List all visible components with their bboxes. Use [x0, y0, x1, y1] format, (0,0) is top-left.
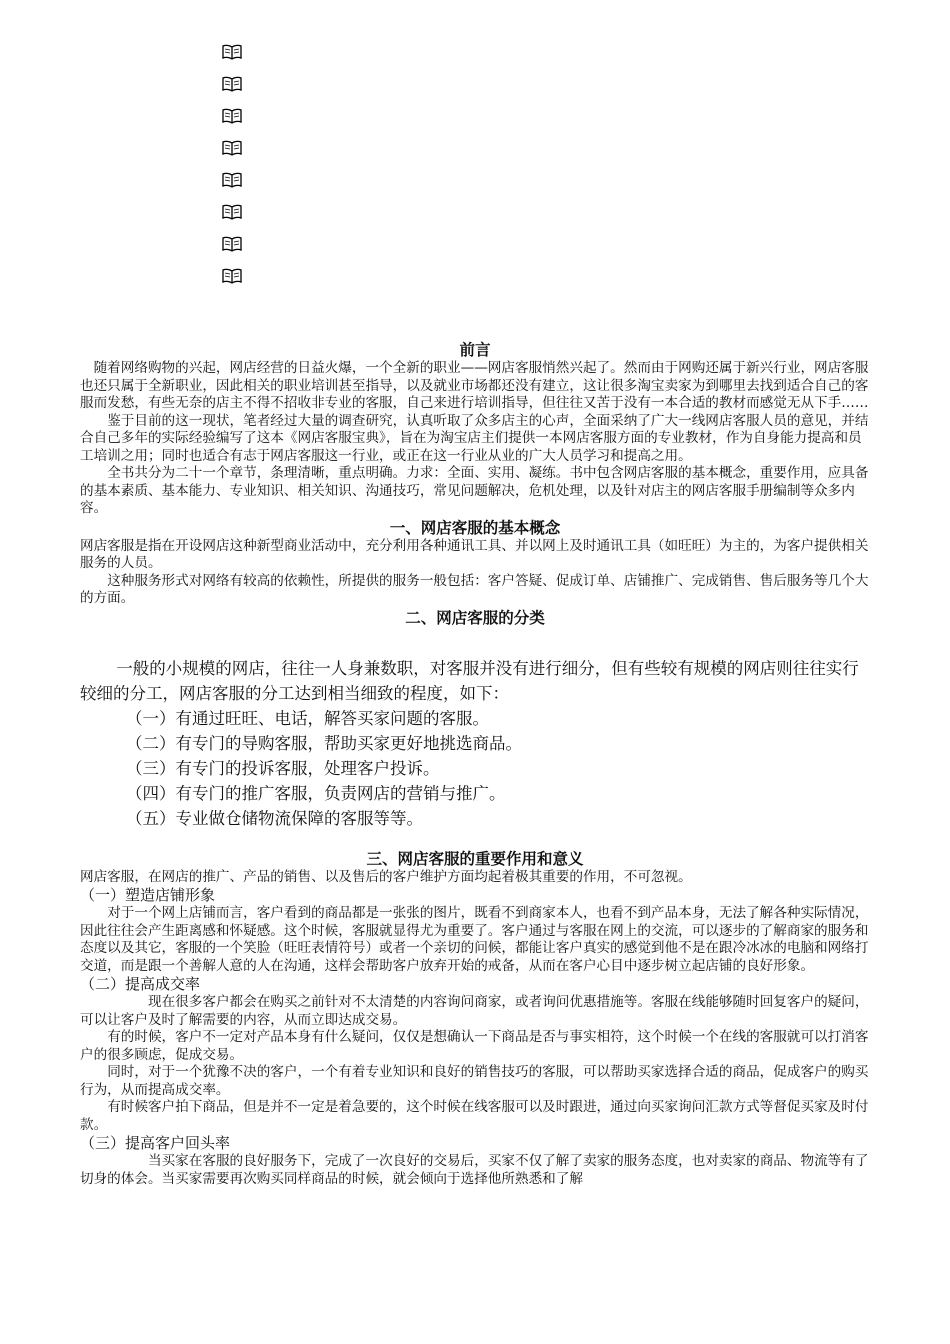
section-3-sub-1-title: （一）塑造店铺形象 — [80, 886, 216, 904]
open-book-icon — [222, 204, 242, 222]
open-book-icon — [222, 140, 242, 158]
section-1-paragraph: 网店客服是指在开设网店这种新型商业活动中，充分利用各种通讯工具、并以网上及时通讯工具（如旺旺）为主的，为客户提供相关服务的人员。 — [80, 537, 869, 571]
section-3-sub-2-paragraph: 有时候客户拍下商品，但是并不一定是着急要的，这个时候在线客服可以及时跟进，通过向买家询问汇款方式等督促买家及时付款。 — [80, 1099, 869, 1133]
preface-paragraph: 全书共分为二十一个章节，条理清晰，重点明确。力求：全面、实用、凝练。书中包含网店客服的基本概念，重要作用，应具备的基本素质、基本能力、专业知识、相关知识、沟通技巧，常见问题解决，危机处理，以及针对店主的网店客服手册编制等众多内容。 — [80, 465, 869, 516]
preface-title: 前言 — [459, 341, 491, 359]
section-2-intro: 一般的小规模的网店，往往一人身兼数职，对客服并没有进行细分，但有些较有规模的网店则往往实行较细的分工，网店客服的分工达到相当细致的程度，如下： — [80, 658, 859, 703]
open-book-icon — [222, 236, 242, 254]
classification-item: （二）有专门的导购客服，帮助买家更好地挑选商品。 — [126, 733, 522, 753]
section-3-sub-2-paragraph: 同时，对于一个犹豫不决的客户，一个有着专业知识和良好的销售技巧的客服，可以帮助买家选择合适的商品，促成客户的购买行为，从而提高成交率。 — [80, 1064, 869, 1098]
open-book-icon — [222, 108, 242, 126]
section-3-sub-2-title: （二）提高成交率 — [80, 975, 201, 993]
open-book-icon — [222, 172, 242, 190]
icon-list — [222, 44, 262, 300]
preface-paragraph: 鉴于目前的这一现状，笔者经过大量的调查研究，认真听取了众多店主的心声，全面采纳了广大一线网店客服人员的意见，并结合自己多年的实际经验编写了这本《网店客服宝典》，旨在为淘宝店主们提供一本网店客服方面的专业教材，作为自身能力提高和员工培训之用；同时也适合有志于网店客服这一行业，或正在这一行业从业的广大人员学习和提高之用。 — [80, 412, 869, 464]
section-2-title: 二、网店客服的分类 — [405, 608, 545, 627]
preface-paragraph: 随着网络购物的兴起，网店经营的日益火爆，一个全新的职业——网店客服悄然兴起了。然而由于网购还属于新兴行业，网店客服也还只属于全新职业，因此相关的职业培训甚至指导，以及就业市场都还没有建立，这让很多淘宝卖家为到哪里去找到适合自己的客服而发愁，有些无奈的店主不得不招收非专业的客服，自己来进行培训指导，但往往又苦于没有一本合适的教材而感觉无从下手…… — [80, 360, 869, 411]
section-1-paragraph: 这种服务形式对网络有较高的依赖性，所提供的服务一般包括：客户答疑、促成订单、店铺推广、完成销售、售后服务等几个大的方面。 — [80, 572, 869, 606]
section-3-intro: 网店客服，在网店的推广、产品的销售、以及售后的客户维护方面均起着极其重要的作用，不可忽视。 — [80, 868, 692, 885]
classification-item: （五）专业做仓储物流保障的客服等等。 — [126, 808, 423, 828]
classification-item: （四）有专门的推广客服，负责网店的营销与推广。 — [126, 783, 506, 803]
open-book-icon — [222, 44, 242, 62]
section-3-sub-3-paragraph: 当买家在客服的良好服务下，完成了一次良好的交易后，买家不仅了解了卖家的服务态度，也对卖家的商品、物流等有了切身的体会。当买家需要再次购买同样商品的时候，就会倾向于选择他所熟悉和了解 — [80, 1153, 869, 1187]
section-3-sub-2-paragraph: 有的时候，客户不一定对产品本身有什么疑问，仅仅是想确认一下商品是否与事实相符，这个时候一个在线的客服就可以打消客户的很多顾虑，促成交易。 — [80, 1029, 869, 1063]
open-book-icon — [222, 76, 242, 94]
section-3-sub-3-title: （三）提高客户回头率 — [80, 1134, 231, 1152]
classification-item: （三）有专门的投诉客服，处理客户投诉。 — [126, 758, 440, 778]
open-book-icon — [222, 268, 242, 286]
section-3-sub-1-paragraph: 对于一个网上店铺而言，客户看到的商品都是一张张的图片，既看不到商家本人，也看不到产品本身，无法了解各种实际情况，因此往往会产生距离感和怀疑感。这个时候，客服就显得尤为重要了。客户通过与客服在网上的交流，可以逐步的了解商家的服务和态度以及其它，客服的一个笑脸（旺旺表情符号）或者一个亲切的问候，都能让客户真实的感觉到他不是在跟冷冰冰的电脑和网络打交道，而是跟一个善解人意的人在沟通，这样会帮助客户放弃开始的戒备，从而在客户心目中逐步树立起店铺的良好形象。 — [80, 905, 869, 974]
section-2-body — [80, 656, 870, 831]
section-1-title: 一、网店客服的基本概念 — [389, 518, 561, 537]
document-body — [80, 340, 870, 1188]
section-3-sub-2-paragraph: 现在很多客户都会在购买之前针对不太清楚的内容询问商家，或者询问优惠措施等。客服在线能够随时回复客户的疑问，可以让客户及时了解需要的内容，从而立即达成交易。 — [80, 994, 869, 1028]
section-3-title: 三、网店客服的重要作用和意义 — [366, 849, 584, 868]
classification-item: （一）有通过旺旺、电话，解答买家问题的客服。 — [126, 708, 489, 728]
